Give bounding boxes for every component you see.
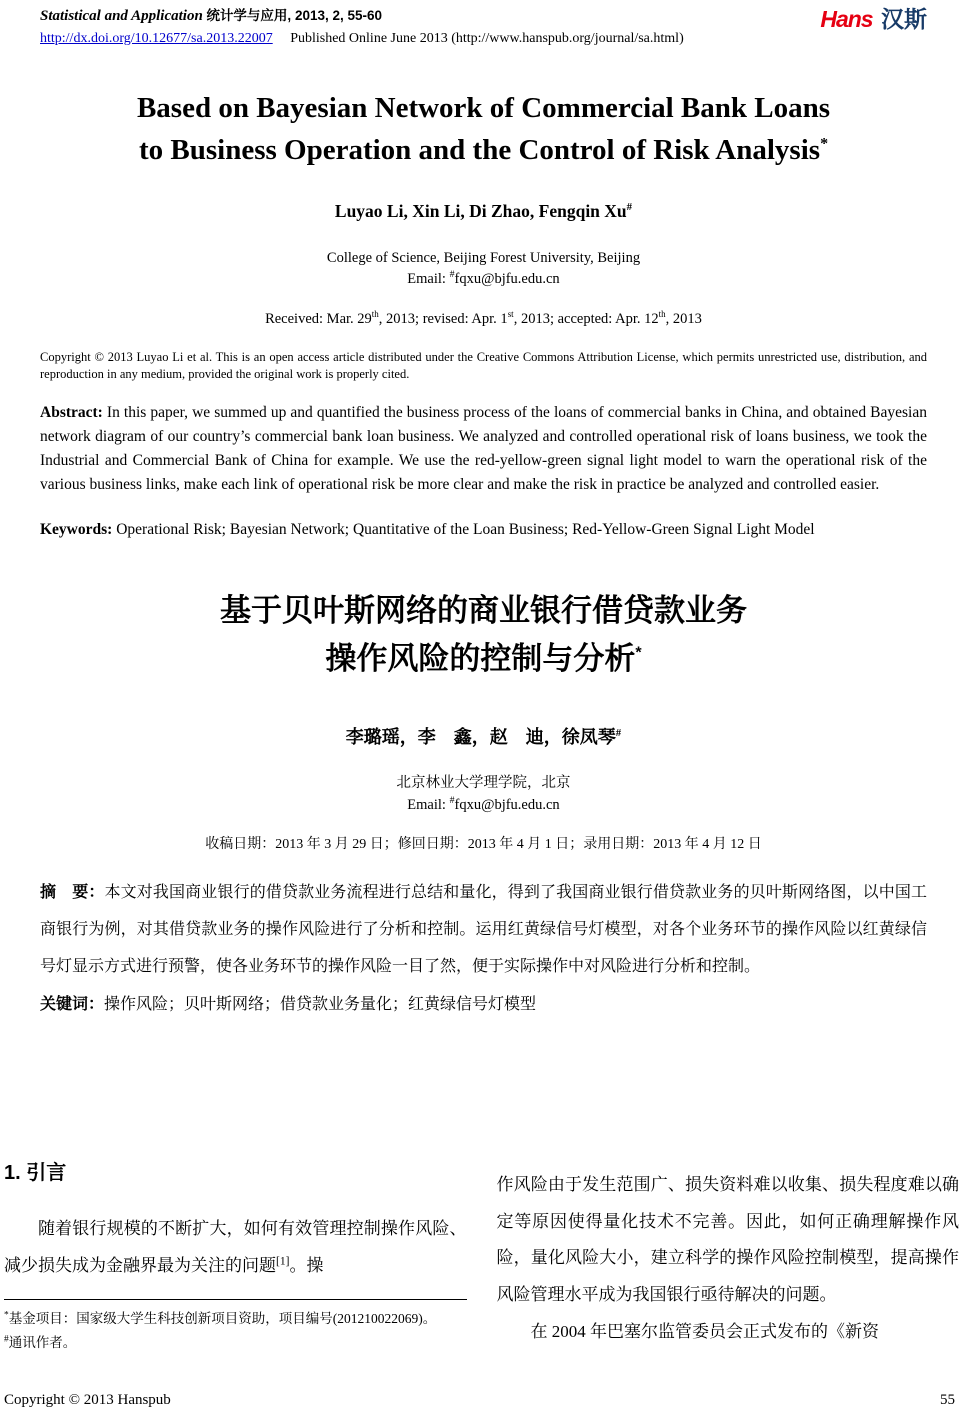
published-online-text: Published Online June 2013 (http://www.hanspub.org/journal/sa.html) xyxy=(290,30,684,46)
intro-left-text: 随着银行规模的不断扩大，如何有效管理控制操作风险、减少损失成为金融界最为关注的问题 xyxy=(4,1219,467,1275)
article-title-en-line1: Based on Bayesian Network of Commercial Bank Loans xyxy=(136,91,831,124)
corresponding-author-mark: # xyxy=(626,201,633,214)
footnote-corresponding xyxy=(4,1331,467,1355)
fund-mark: * xyxy=(4,1310,9,1321)
journal-title-line xyxy=(40,6,684,28)
abstract-text-zh: 本文对我国商业银行的借贷款业务流程进行总结和量化，得到了我国商业银行借贷款业务的贝叶斯网络图，以中国工商银行为例，对其借贷款业务的操作风险进行了分析和控制。运用红黄绿信号灯模型，对各个业务环节的操作风险以红黄绿信号灯显示方式进行预警，使各业务环节的操作风险一目了然，便于实际操作中对风险进行分析和控制。 xyxy=(40,884,927,975)
section-1-heading: 1. 引言 xyxy=(4,1162,67,1184)
email-address: fqxu@bjfu.edu.cn xyxy=(454,270,560,287)
received-part: Received: Mar. 29 xyxy=(265,310,372,327)
article-title-zh xyxy=(40,587,927,683)
authors-en-names: Luyao Li, Xin Li, Di Zhao, Fengqin Xu xyxy=(334,200,627,221)
footer-copyright: Copyright © 2013 Hanspub xyxy=(4,1392,171,1408)
email-mark-zh: # xyxy=(449,795,455,807)
journal-header xyxy=(40,6,927,47)
received-dates-zh: 收稿日期：2013 年 3 月 29 日；修回日期：2013 年 4 月 1 日；录用日期：2013 年 4 月 12 日 xyxy=(205,837,762,852)
journal-header-left xyxy=(40,6,684,47)
fund-text: 基金项目：国家级大学生科技创新项目资助，项目编号(201210022069)。 xyxy=(8,1310,437,1326)
keywords-text: Operational Risk; Bayesian Network; Quantitative of the Loan Business; Red-Yellow-Green Signal Light Model xyxy=(116,521,815,539)
hans-logo xyxy=(820,6,927,31)
ordinal-sup: st xyxy=(507,308,514,319)
keywords-label-zh: 关键词： xyxy=(40,996,105,1014)
email-label-zh: Email: xyxy=(407,797,450,813)
intro-paragraph-left xyxy=(4,1211,467,1284)
footnote-fund xyxy=(4,1307,467,1331)
intro-paragraph-right-1: 作风险由于发生范围广、损失资料难以收集、损失程度难以确定等原因使得量化技术不完善。因此，如何正确理解操作风险，量化风险大小，建立科学的操作风险控制模型，提高操作风险管理水平成为我国银行亟待解决的问题。 xyxy=(496,1175,959,1305)
doi-line xyxy=(40,31,684,47)
keywords-zh xyxy=(40,991,927,1014)
page-footer xyxy=(0,1392,967,1409)
article-title-zh-line2: 操作风险的控制与分析 xyxy=(325,641,636,677)
title-zh-footnote-mark: * xyxy=(635,644,642,663)
keywords-text-zh: 操作风险；贝叶斯网络；借贷款业务量化；红黄绿信号灯模型 xyxy=(104,996,537,1014)
affiliation-zh: 北京林业大学理学院，北京 xyxy=(396,775,571,792)
journal-title-zh: 统计学与应用, 2013, 2, 55-60 xyxy=(206,8,383,23)
email-line-en xyxy=(40,269,927,288)
column-left xyxy=(4,1152,467,1355)
corresponding-author-mark-zh: # xyxy=(615,727,622,740)
abstract-label: Abstract: xyxy=(40,404,103,422)
intro-left-text-end: 。操 xyxy=(289,1255,324,1275)
article-title-en-line2: to Business Operation and the Control of Risk Analysis xyxy=(138,133,821,166)
keywords-en xyxy=(40,518,927,541)
corr-mark: # xyxy=(4,1334,9,1345)
intro-paragraph-right-2: 在 2004 年巴塞尔监管委员会正式发布的《新资 xyxy=(530,1321,879,1341)
abstract-zh xyxy=(40,875,927,985)
page-number: 55 xyxy=(940,1392,955,1408)
abstract-label-zh: 摘 要： xyxy=(40,884,105,901)
received-dates-en xyxy=(40,309,927,328)
journal-title-en: Statistical and Application xyxy=(40,8,203,24)
abstract-text: In this paper, we summed up and quantified the business process of the loans of commercial banks in China, and obtained Bayesian network diagram of our country’s commercial bank loan business. We analyzed and controlled operational risk of loans business, we took the Industrial and Commercial Bank of China for example. We use the red-yellow-green signal light model to warn the operational risk of the various business links, make each link of operational risk be more clear and make the risk in practice be analyzed and controlled easier. xyxy=(40,404,927,494)
corr-text: 通讯作者。 xyxy=(8,1334,77,1350)
received-part: , 2013 xyxy=(665,310,702,327)
email-address-zh: fqxu@bjfu.edu.cn xyxy=(454,797,560,813)
column-right xyxy=(497,1152,960,1355)
ordinal-sup: th xyxy=(658,308,666,319)
hans-logo-hanzi: 汉斯 xyxy=(881,6,927,32)
received-part: , 2013; revised: Apr. 1 xyxy=(378,310,508,327)
section-1-introduction xyxy=(0,1152,967,1355)
hans-logo-latin: Hans xyxy=(820,6,873,32)
citation-ref-1[interactable]: [1] xyxy=(276,1254,290,1268)
authors-zh-names: 李璐瑶，李 鑫，赵 迪，徐凤琴 xyxy=(345,727,616,748)
license-notice: Copyright © 2013 Luyao Li et al. This is an open access article distributed under the Creative Commons Attribution License, which permits unrestricted use, distribution, and reproduction in any medium, provided the original work is properly cited. xyxy=(40,349,927,382)
article-title-zh-line1: 基于贝叶斯网络的商业银行借贷款业务 xyxy=(220,593,747,629)
email-line-zh xyxy=(40,795,927,814)
doi-link[interactable]: http://dx.doi.org/10.12677/sa.2013.22007 xyxy=(40,30,273,46)
received-part: , 2013; accepted: Apr. 12 xyxy=(513,310,659,327)
email-mark: # xyxy=(449,268,455,280)
affiliation-en: College of Science, Beijing Forest University, Beijing xyxy=(326,249,641,266)
keywords-label: Keywords: xyxy=(40,521,113,539)
authors-zh xyxy=(40,723,927,749)
ordinal-sup: th xyxy=(371,308,379,319)
email-label: Email: xyxy=(407,270,450,287)
authors-en xyxy=(40,201,927,222)
article-title-en xyxy=(40,87,927,171)
abstract-en xyxy=(40,401,927,497)
footnote-divider xyxy=(4,1299,467,1300)
title-footnote-mark: * xyxy=(820,135,829,153)
